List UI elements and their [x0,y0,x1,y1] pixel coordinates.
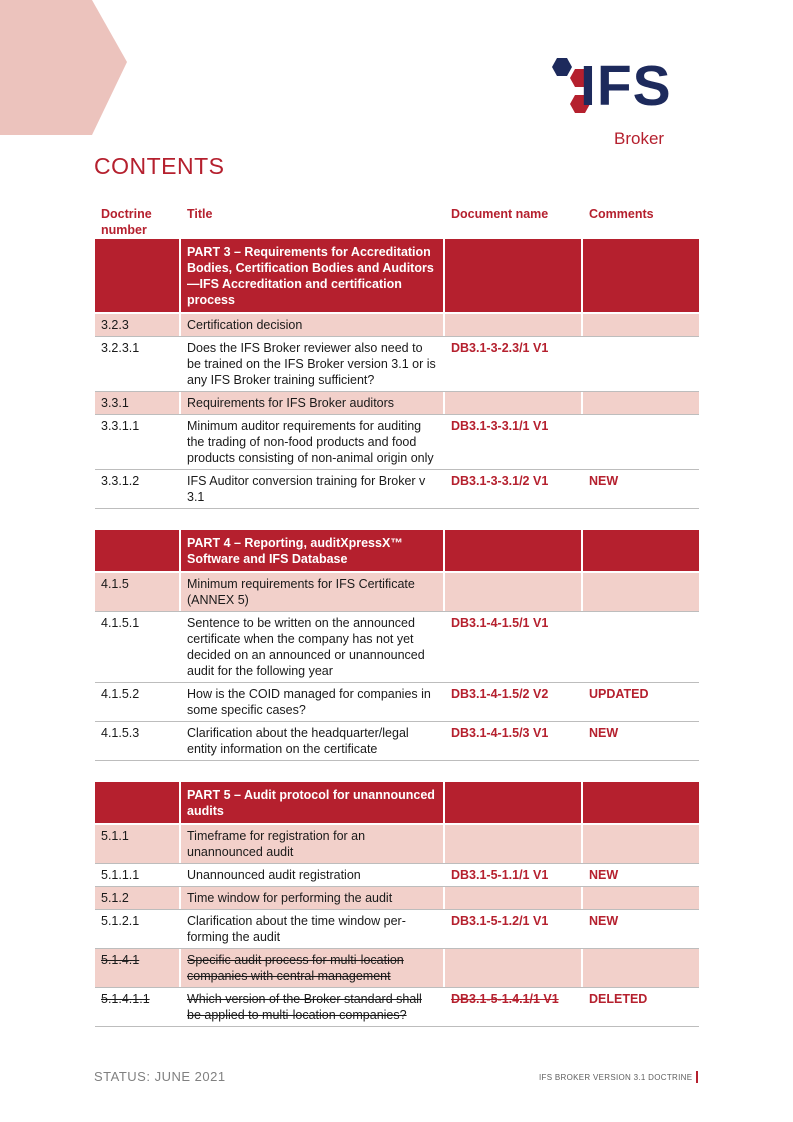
comment [583,887,699,909]
part-header-row [95,530,699,571]
part-doc-cell [445,530,581,571]
header-doctrine: Doctrine number [101,207,152,237]
doctrine-number: 5.1.4.1.1 [101,992,150,1006]
table-row [95,864,699,887]
row-title: Clarification about the time window per-forming the audit [187,914,406,944]
part-header-row [95,782,699,823]
row-title: Certification decision [181,314,443,336]
part-comment-cell [583,530,699,571]
doctrine-number: 3.2.3.1 [101,341,140,355]
table-row [95,910,699,949]
footer-status: STATUS: JUNE 2021 [94,1069,226,1084]
comment [583,949,699,987]
part-comment-cell [583,239,699,312]
document-name: DB3.1-3-3.1/1 V1 [451,419,549,433]
table-row [95,988,699,1027]
document-name [445,887,581,909]
row-title: Time window for performing the audit [181,887,443,909]
row-title: Does the IFS Broker reviewer also need to be trained on the IFS Broker version 3.1 or is any IFS Broker training sufficient? [187,341,436,387]
section-row [95,392,699,415]
row-title: Sentence to be written on the announced certificate when the company has not yet decided on an announced or unannounced audit for the following year [187,616,425,678]
comment: NEW [589,726,619,740]
comment: UPDATED [589,687,649,701]
document-name: DB3.1-4-1.5/2 V2 [451,687,549,701]
comment [583,337,699,391]
document-name [445,825,581,863]
comment: NEW [589,868,619,882]
table-row [95,415,699,470]
header-title: Title [187,207,213,221]
table-row [95,337,699,392]
part-doc-cell [445,239,581,312]
document-name [445,949,581,987]
part-num-cell [95,530,179,571]
doctrine-number: 4.1.5 [95,573,179,611]
document-name: DB3.1-5-1.1/1 V1 [451,868,549,882]
document-name [445,314,581,336]
comment: NEW [589,914,619,928]
part-comment-cell [583,782,699,823]
page-title: CONTENTS [94,153,225,179]
part-num-cell [95,782,179,823]
part-num-cell [95,239,179,312]
row-title: Specific audit process for multi-location companies with central management [181,949,443,987]
row-title: Requirements for IFS Broker auditors [181,392,443,414]
group-spacer [95,509,699,530]
part-title: PART 4 – Reporting, auditXpressX™ Software and IFS Database [181,530,443,571]
table-row [95,683,699,722]
document-name: DB3.1-5-1.2/1 V1 [451,914,549,928]
comment [583,314,699,336]
contents-table [95,206,699,1027]
doctrine-number: 3.2.3 [95,314,179,336]
document-name: DB3.1-5-1.4.1/1 V1 [451,992,559,1006]
comment: NEW [589,474,619,488]
header-comments: Comments [589,207,654,221]
doctrine-number: 5.1.1.1 [101,868,140,882]
section-row [95,314,699,337]
row-title: Minimum requirements for IFS Certificate (ANNEX 5) [181,573,443,611]
document-name: DB3.1-3-3.1/2 V1 [451,474,549,488]
comment [583,573,699,611]
logo-text: IFS [580,54,672,118]
table-row [95,722,699,761]
logo-subtitle: Broker [614,129,665,148]
comment [583,825,699,863]
section-row [95,887,699,910]
document-name: DB3.1-4-1.5/1 V1 [451,616,549,630]
doctrine-number: 5.1.1 [95,825,179,863]
group-spacer [95,761,699,782]
part-title: PART 3 – Requirements for Accreditation Bodies, Certification Bodies and Auditors—IFS Accreditation and certification process [181,239,443,312]
section-row [95,949,699,988]
document-name [445,392,581,414]
document-name [445,573,581,611]
footer-doc-title: IFS BROKER VERSION 3.1 DOCTRINE [539,1073,693,1082]
comment: DELETED [589,992,648,1006]
footer-divider [696,1071,698,1083]
doctrine-number: 3.3.1.1 [101,419,140,433]
doctrine-number: 3.3.1 [95,392,179,414]
comment [583,415,699,469]
header-docname: Document name [451,207,549,221]
row-title: Unannounced audit registration [187,868,361,882]
doctrine-number: 5.1.4.1 [95,949,179,987]
row-title: IFS Auditor conversion training for Broker v 3.1 [187,474,426,504]
section-row [95,573,699,612]
row-title: Clarification about the headquarter/legal entity information on the certificate [187,726,409,756]
section-row [95,825,699,864]
row-title: Which version of the Broker standard shall be applied to multi-location companies? [187,992,422,1022]
row-title: Minimum auditor requirements for auditing the trading of non-food products and food products consisting of non-animal origin only [187,419,434,465]
doctrine-number: 5.1.2 [95,887,179,909]
table-header [95,206,699,239]
document-name: DB3.1-3-2.3/1 V1 [451,341,549,355]
corner-decoration [0,0,130,135]
doctrine-number: 3.3.1.2 [101,474,140,488]
table-body [95,239,699,1027]
doctrine-number: 4.1.5.2 [101,687,140,701]
part-doc-cell [445,782,581,823]
table-row [95,612,699,683]
row-title: How is the COID managed for companies in some specific cases? [187,687,431,717]
document-name: DB3.1-4-1.5/3 V1 [451,726,549,740]
doctrine-number: 4.1.5.3 [101,726,140,740]
comment [583,392,699,414]
part-title: PART 5 – Audit protocol for unannounced audits [181,782,443,823]
doctrine-number: 5.1.2.1 [101,914,140,928]
row-title: Timeframe for registration for an unannounced audit [181,825,443,863]
comment [583,612,699,682]
part-header-row [95,239,699,312]
doctrine-number: 4.1.5.1 [101,616,140,630]
table-row [95,470,699,509]
